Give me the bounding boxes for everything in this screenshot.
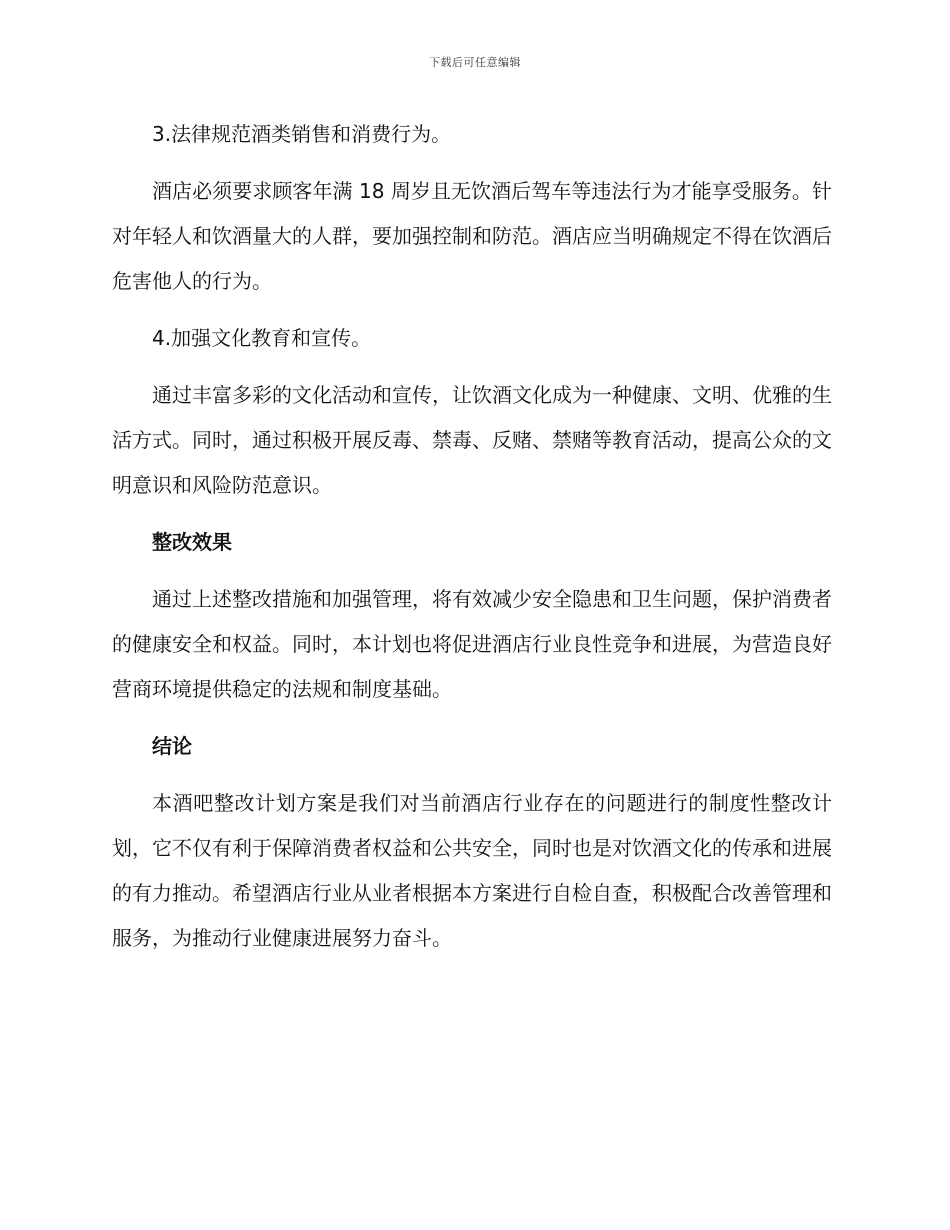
item3-title: 3.法律规范酒类销售和消费行为。 xyxy=(152,122,452,146)
document-body xyxy=(112,112,832,961)
conclusion-heading: 结论 xyxy=(152,734,192,758)
effect-heading: 整改效果 xyxy=(152,530,232,554)
spacer xyxy=(112,712,832,724)
header-note: 下载后可任意编辑 xyxy=(429,56,521,69)
spacer xyxy=(112,508,832,520)
item4-title: 4.加强文化教育和宣传。 xyxy=(152,326,372,350)
spacer xyxy=(112,157,832,169)
conclusion-body: 本酒吧整改计划方案是我们对当前酒店行业存在的问题进行的制度性整改计划，它不仅有利于保障消费者权益和公共安全，同时也是对饮酒文化的传承和进展的有力推动。希望酒店行业从业者根据本方案进行自检自查，积极配合改善管理和服务，为推动行业健康进展努力奋斗。 xyxy=(112,791,832,950)
item3-body: 酒店必须要求顾客年满 18 周岁且无饮酒后驾车等违法行为才能享受服务。针对年轻人和饮酒量大的人群，要加强控制和防范。酒店应当明确规定不得在饮酒后危害他人的行为。 xyxy=(112,179,832,293)
spacer xyxy=(112,304,832,316)
spacer xyxy=(112,565,832,577)
spacer xyxy=(112,769,832,781)
spacer xyxy=(112,361,832,373)
item4-body: 通过丰富多彩的文化活动和宣传，让饮酒文化成为一种健康、文明、优雅的生活方式。同时，通过积极开展反毒、禁毒、反赌、禁赌等教育活动，提高公众的文明意识和风险防范意识。 xyxy=(112,383,832,497)
effect-body: 通过上述整改措施和加强管理，将有效减少安全隐患和卫生问题，保护消费者的健康安全和权益。同时，本计划也将促进酒店行业良性竞争和进展，为营造良好营商环境提供稳定的法规和制度基础。 xyxy=(112,587,832,701)
